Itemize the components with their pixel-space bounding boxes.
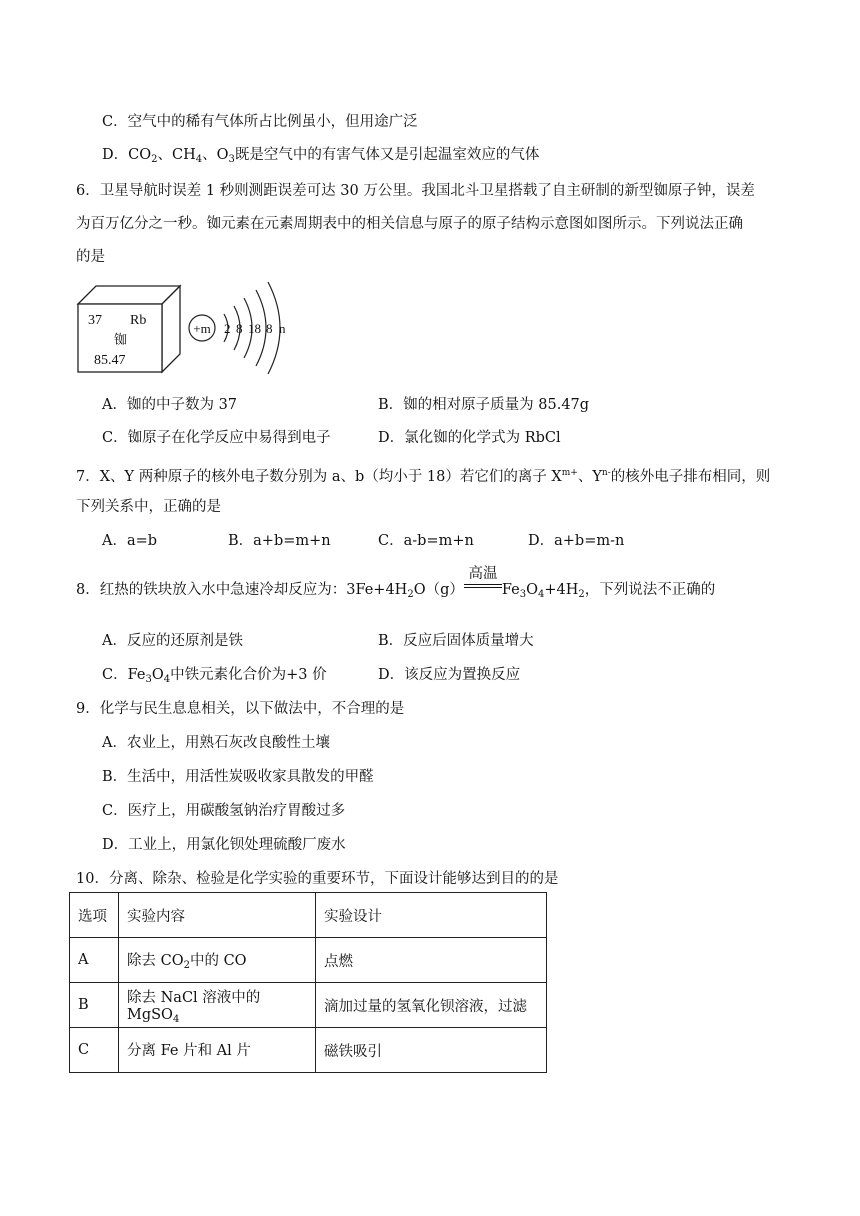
- row-content: 分离 Fe 片和 Al 片: [119, 1028, 316, 1073]
- row-content: 除去 $CO_2$中的 CO: [119, 938, 316, 983]
- header-option: 选项: [70, 893, 119, 938]
- row-option: B: [70, 983, 119, 1028]
- row-design: 滴加过量的氢氧化钡溶液，过滤: [316, 983, 547, 1028]
- shell-1-electrons: 2: [224, 321, 231, 336]
- reaction-condition: 高温: [468, 566, 498, 582]
- element-name: 铷: [114, 333, 128, 348]
- q8-option-d: D．该反应为置换反应: [378, 667, 521, 683]
- q7-stem-line-1: 7．X、Y 两种原子的核外电子数分别为 a、b（均小于 18）若它们的离子 $X^{m+}$、$Y^{n-}$的核外电子排布相同，则: [76, 468, 771, 485]
- shell-4-electrons: 8: [266, 321, 273, 336]
- q9-option-a: A．农业上，用熟石灰改良酸性土壤: [102, 735, 330, 751]
- atomic-mass: 85.47: [94, 353, 126, 368]
- shell-3-electrons: 18: [248, 321, 261, 336]
- shell-5-electrons: n: [279, 321, 286, 336]
- q8-stem: 8．红热的铁块放入水中急速冷却反应为：$3Fe+4H_2O(g)$ $Fe_3O_4+4H_2$，下列说法不正确的: [76, 582, 716, 600]
- row-design: 点燃: [316, 938, 547, 983]
- q8-option-b: B．反应后固体质量增大: [378, 633, 534, 649]
- element-symbol: Rb: [130, 313, 147, 328]
- header-content: 实验内容: [119, 893, 316, 938]
- q10-stem: 10．分离、除杂、检验是化学实验的重要环节，下面设计能够达到目的的是: [76, 871, 559, 887]
- q6-stem-line-2: 为百万亿分之一秒。铷元素在元素周期表中的相关信息与原子的原子结构示意图如图所示。下列说法正确: [76, 216, 743, 232]
- q7-stem-line-2: 下列关系中，正确的是: [76, 499, 221, 515]
- rubidium-element-cube: [76, 282, 186, 374]
- q6-stem-line-3: 的是: [76, 249, 105, 265]
- q7-option-c: C．a-b=m+n: [378, 533, 474, 549]
- table-row: [70, 1028, 547, 1073]
- row-content: 除去 NaCl 溶液中的 MgSO$_4$: [119, 983, 316, 1028]
- q9-option-d: D．工业上，用氯化钡处理硫酸厂废水: [102, 837, 346, 853]
- q9-option-c: C．医疗上，用碳酸氢钠治疗胃酸过多: [102, 803, 346, 819]
- q9-stem: 9．化学与民生息息相关，以下做法中，不合理的是: [76, 701, 405, 717]
- q5-option-c: C．空气中的稀有气体所占比例虽小，但用途广泛: [102, 114, 418, 130]
- atomic-number: 37: [88, 313, 102, 328]
- q6-option-c: C．铷原子在化学反应中易得到电子: [102, 430, 331, 446]
- row-option: A: [70, 938, 119, 983]
- q5-option-d: D．$CO_2$、$CH_4$、$O_3$既是空气中的有害气体又是引起温室效应的气体: [102, 147, 540, 165]
- q8-option-a: A．反应的还原剂是铁: [102, 633, 243, 649]
- row-design: 磁铁吸引: [316, 1028, 547, 1073]
- q7-option-a: A．a=b: [102, 533, 158, 549]
- experiment-table: [69, 892, 547, 1073]
- table-header-row: [70, 893, 547, 938]
- q6-option-b: B．铷的相对原子质量为 85.47g: [378, 397, 590, 413]
- table-row: [70, 938, 547, 983]
- header-design: 实验设计: [316, 893, 547, 938]
- q8-option-c: C．$Fe_3O_4$中铁元素化合价为+3 价: [102, 667, 327, 685]
- rubidium-atom-structure: [186, 276, 296, 380]
- row-option: C: [70, 1028, 119, 1073]
- q9-option-b: B．生活中，用活性炭吸收家具散发的甲醛: [102, 769, 374, 785]
- q6-option-d: D．氯化铷的化学式为 RbCl: [378, 430, 561, 446]
- q7-option-b: B．a+b=m+n: [228, 533, 331, 549]
- nucleus-charge: +m: [193, 321, 211, 336]
- shell-2-electrons: 8: [236, 321, 243, 336]
- table-row: [70, 983, 547, 1028]
- q6-option-a: A．铷的中子数为 37: [102, 397, 238, 413]
- q7-option-d: D．a+b=m-n: [528, 533, 625, 549]
- q6-stem-line-1: 6．卫星导航时误差 1 秒则测距误差可达 30 万公里。我国北斗卫星搭载了自主研制的新型铷原子钟，误差: [76, 183, 755, 199]
